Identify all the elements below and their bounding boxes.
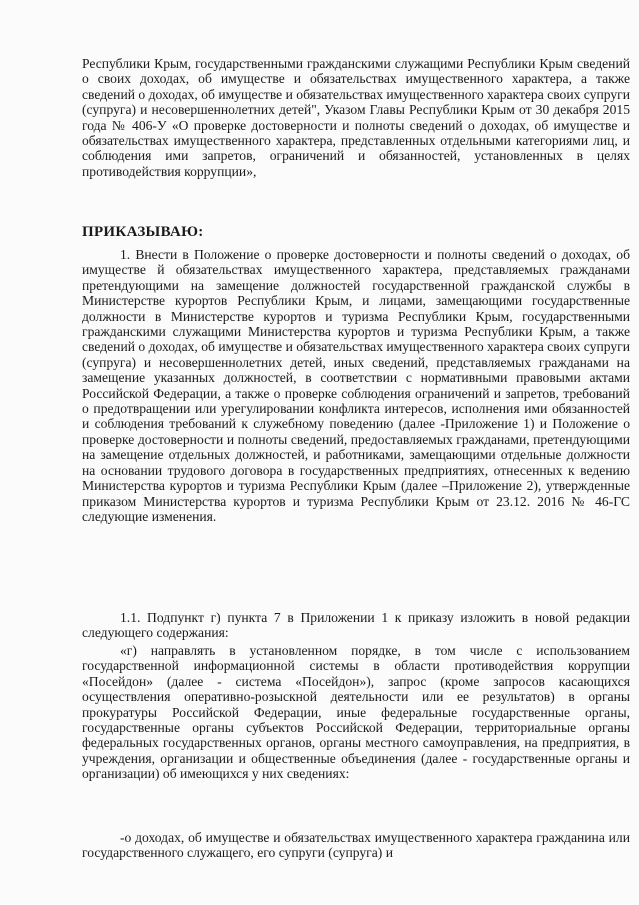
- income-dash-item: -о доходах, об имуществе и обязательствах имущественного характера гражданина или государственного служащего, его супруги (супруга) и: [82, 830, 630, 861]
- item-1-1-paragraph: 1.1. Подпункт г) пункта 7 в Приложении 1 к приказу изложить в новой редакции следующего содержания:: [82, 610, 630, 641]
- order-heading: ПРИКАЗЫВАЮ:: [82, 224, 204, 240]
- item-1-paragraph: 1. Внести в Положение о проверке достоверности и полноты сведений о доходах, об имуществе й обязательствах имущественного характера, представляемых гражданами претендующими на замещение должностей государственной гражданской службы в Министерстве курортов Республики Крым, и лицами, замещающими государственные должности в Министерстве курортов и туризма Республики Крым, государственными гражданскими служащими Министерства курортов и туризма Республики Крым, а также сведений о доходах, об имуществе и обязательствах имущественного характера своих супруги (супруга) и несовершеннолетних детей, иных сведений, представляемых гражданами на замещение указанных должностей, в соответствии с нормативными правовыми актами Российской Федерации, а также о проверке соблюдения ограничений и запретов, требований о предотвращении или урегулировании конфликта интересов, исполнения ими обязанностей и соблюдения требований к служебному поведению (далее -Приложение 1) и Положение о проверке достоверности и полноты сведений, предоставляемых гражданами, претендующими на замещение отдельных должностей, и работниками, замещающими отдельные должности на основании трудового договора в государственных предприятиях, отнесенных к ведению Министерства курортов и туризма Республики Крым (далее –Приложение 2), утвержденные приказом Министерства курортов и туризма Республики Крым от 23.12. 2016 № 46-ГС следующие изменения.: [82, 247, 630, 524]
- intro-paragraph: Республики Крым, государственными гражданскими служащими Республики Крым сведений о своих доходах, об имуществе и обязательствах имущественного характера, а также сведений о доходах, об имуществе и обязательствах имущественного характера своих супруги (супруга) и несовершеннолетних детей", Указом Главы Республики Крым от 30 декабря 2015 года № 406-У «О проверке достоверности и полноты сведений о доходах, об имуществе и обязательствах имущественного характера, представленных отдельными категориями лиц, и соблюдения ими запретов, ограничений и обязанностей, установленных в целях противодействия коррупции»,: [82, 56, 630, 179]
- subparagraph-g: «г) направлять в установленном порядке, в том числе с использованием государственной информационной системы в области противодействия коррупции «Посейдон» (далее - система «Посейдон»), запрос (кроме запросов касающихся осуществления оперативно-розыскной деятельности или ее результатов) в органы прокуратуры Российской Федерации, иные федеральные государственные органы, государственные органы субъектов Российской Федерации, территориальные органы федеральных государственных органов, органы местного самоуправления, на предприятия, в учреждения, организации и общественные объединения (далее - государственные органы и организации) об имеющихся у них сведениях:: [82, 643, 630, 782]
